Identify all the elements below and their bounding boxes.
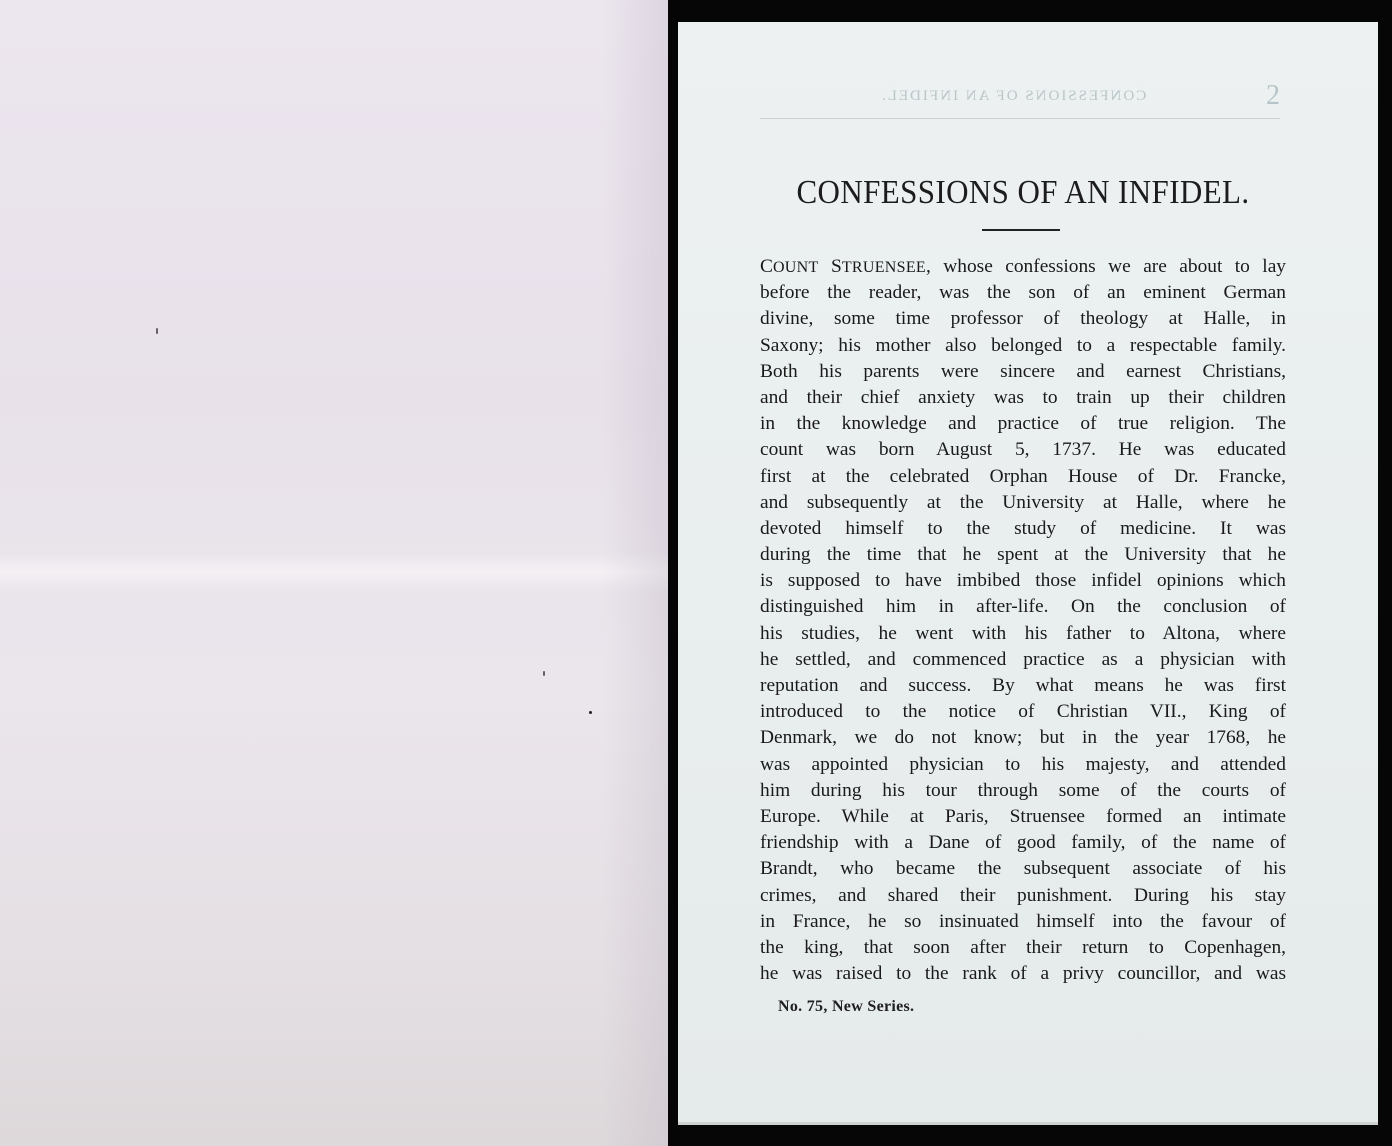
text-line: distinguished him in after-life. On the conclusion of [760, 596, 1286, 618]
bleed-through-header: CONFESSIONS OF AN INFIDEL. [880, 88, 1147, 104]
text-line: devoted himself to the study of medicine. It was [760, 517, 1286, 539]
text-line: he was raised to the rank of a privy councillor, and was [760, 963, 1286, 985]
text-line: Europe. While at Paris, Struensee formed an intimate [760, 805, 1286, 827]
text-line: is supposed to have imbibed those infidel opinions which [760, 570, 1286, 592]
text-line: count was born August 5, 1737. He was educated [760, 439, 1286, 461]
text-line: and subsequently at the University at Halle, where he [760, 491, 1286, 513]
text-line: Brandt, who became the subsequent associate of his [760, 858, 1286, 880]
paper-mark [543, 671, 545, 676]
text-line: before the reader, was the son of an eminent German [760, 282, 1286, 304]
page-title: CONFESSIONS OF AN INFIDEL. [796, 172, 1250, 211]
text-line: crimes, and shared their punishment. During his stay [760, 884, 1286, 906]
paper-mark [156, 328, 158, 334]
bleed-through-rule [760, 118, 1280, 119]
text-line: in the knowledge and practice of true religion. The [760, 413, 1286, 435]
text-line: and their chief anxiety was to train up their children [760, 386, 1286, 408]
paper-speck [589, 711, 592, 714]
body-text [760, 254, 1286, 987]
text-line: his studies, he went with his father to Altona, where [760, 622, 1286, 644]
text-line: was appointed physician to his majesty, and attended [760, 753, 1286, 775]
text-line: he settled, and commenced practice as a physician with [760, 648, 1286, 670]
text-line: him during his tour through some of the courts of [760, 779, 1286, 801]
title-rule [982, 229, 1060, 231]
text-line: Saxony; his mother also belonged to a respectable family. [760, 334, 1286, 356]
text-line: divine, some time professor of theology at Halle, in [760, 308, 1286, 330]
text-line: the king, that soon after their return to Copenhagen, [760, 936, 1286, 958]
text-line: Both his parents were sincere and earnest Christians, [760, 360, 1286, 382]
text-line: reputation and success. By what means he was first [760, 675, 1286, 696]
text-line: in France, he so insinuated himself into the favour of [760, 910, 1286, 932]
left-page-blank [0, 0, 672, 1146]
text-line: Denmark, we do not know; but in the year 1768, he [760, 727, 1286, 749]
text-line: first at the celebrated Orphan House of Dr. Francke, [760, 465, 1286, 487]
text-line: during the time that he spent at the University that he [760, 544, 1286, 566]
bleed-through-page-number: 2 [1266, 80, 1280, 111]
text-line-1: COUNT STRUENSEE, whose confessions we are about to lay [760, 256, 1286, 277]
text-line: introduced to the notice of Christian VII., King of [760, 701, 1286, 723]
text-line: friendship with a Dane of good family, of the name of [760, 832, 1286, 854]
series-footer: No. 75, New Series. [778, 998, 915, 1015]
